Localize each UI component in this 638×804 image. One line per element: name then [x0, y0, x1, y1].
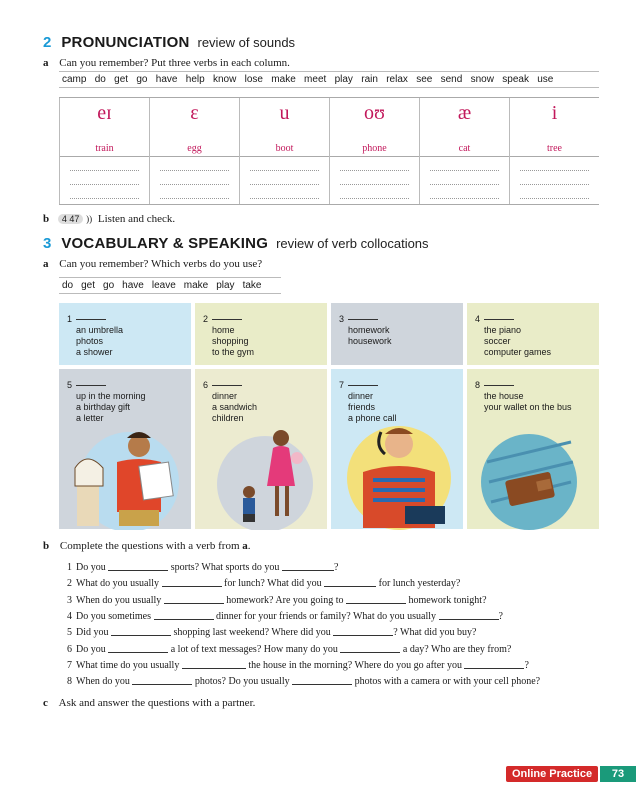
answer-blank[interactable]	[111, 627, 171, 636]
word-chip: make	[271, 74, 296, 85]
collocation-item: computer games	[484, 347, 552, 357]
word-chip: send	[440, 74, 463, 85]
exercise-letter: a	[43, 258, 49, 270]
sound-column-phone	[329, 98, 419, 204]
question-text: for lunch? What did you	[221, 578, 325, 590]
verb-chip: get	[81, 280, 96, 291]
card-number: 3	[339, 311, 455, 325]
section-number: 2	[43, 34, 52, 51]
question-text: Did you	[76, 627, 111, 639]
question-text: When do you	[76, 676, 133, 688]
collocation-card-3	[331, 303, 463, 365]
answer-blank[interactable]	[346, 595, 406, 604]
word-chip: lose	[244, 74, 263, 85]
question-number: 6	[67, 643, 72, 655]
exercise-instruction: Listen and check.	[97, 213, 176, 225]
exercise-instruction-start: Complete the questions with a verb from	[59, 540, 243, 552]
collocation-card-1	[59, 303, 191, 365]
question-text: Do you	[76, 562, 109, 573]
question-text: the house in the morning? Where do you go after you	[245, 659, 465, 671]
sound-word: tree	[547, 143, 562, 154]
card-number: 2	[203, 311, 319, 325]
section-number: 3	[43, 235, 52, 252]
verb-chip: go	[103, 280, 115, 291]
sound-column-cat	[419, 98, 509, 204]
question-number: 7	[67, 659, 72, 671]
collocation-item: your wallet on the bus	[484, 402, 572, 412]
answer-blank[interactable]	[484, 377, 514, 386]
word-chip: help	[185, 74, 205, 85]
card-number: 6	[203, 377, 319, 391]
audio-icon: ))	[86, 214, 93, 224]
question-text: for lunch yesterday?	[376, 578, 461, 590]
exercise-instruction: Can you remember? Put three verbs in each column.	[59, 57, 290, 69]
answer-blank[interactable]	[464, 660, 524, 669]
answer-line[interactable]	[520, 198, 589, 199]
answer-line[interactable]	[160, 198, 229, 199]
collocation-item: photos	[76, 336, 104, 346]
verb-box	[59, 277, 281, 294]
man-reading-letter-illustration	[75, 432, 179, 530]
question-number: 2	[67, 578, 72, 590]
sound-column-train	[59, 98, 149, 204]
answer-line[interactable]	[340, 170, 409, 171]
answer-blank[interactable]	[282, 562, 334, 571]
word-chip: rain	[361, 74, 378, 85]
question-number: 8	[67, 676, 72, 688]
question-7	[67, 660, 529, 671]
card-number: 7	[339, 377, 455, 391]
man-on-phone-illustration	[347, 426, 451, 530]
verb-chip: have	[122, 280, 144, 291]
answer-line[interactable]	[70, 198, 139, 199]
card-number: 8	[475, 377, 591, 391]
answer-blank[interactable]	[162, 578, 222, 587]
question-1	[67, 562, 338, 573]
question-text: dinner for your friends or family? What do you usually	[213, 610, 439, 622]
exercise-letter: c	[43, 697, 48, 709]
question-6	[67, 644, 511, 655]
collocation-item: dinner	[348, 391, 374, 401]
word-chip: get	[114, 74, 129, 85]
exercise-letter: a	[43, 57, 49, 69]
word-chip: snow	[470, 74, 494, 85]
answer-line[interactable]	[250, 198, 319, 199]
collocation-card-2	[195, 303, 327, 365]
answer-blank[interactable]	[324, 578, 376, 587]
word-chip: do	[94, 74, 106, 85]
answer-line[interactable]	[160, 184, 229, 185]
answer-blank[interactable]	[212, 377, 242, 386]
cat-icon: æ	[457, 102, 472, 124]
answer-blank[interactable]	[212, 311, 242, 320]
answer-blank[interactable]	[108, 562, 168, 571]
word-chip: relax	[386, 74, 408, 85]
answer-line[interactable]	[160, 170, 229, 171]
exercise-instruction-end: .	[247, 540, 251, 552]
sound-column-boot	[239, 98, 329, 204]
answer-line[interactable]	[70, 184, 139, 185]
word-chip: camp	[62, 74, 87, 85]
collocation-item: a shower	[76, 347, 113, 357]
answer-line[interactable]	[520, 184, 589, 185]
question-text: homework tonight?	[405, 594, 487, 606]
collocation-item: soccer	[484, 336, 511, 346]
verb-chip: take	[242, 280, 262, 291]
question-number: 4	[67, 610, 72, 622]
card-number: 4	[475, 311, 591, 325]
sound-word: egg	[187, 143, 202, 154]
answer-blank[interactable]	[132, 676, 192, 685]
sound-word: boot	[275, 143, 294, 154]
answer-line[interactable]	[520, 170, 589, 171]
word-chip: have	[155, 74, 178, 85]
answer-blank[interactable]	[76, 377, 106, 386]
answer-line[interactable]	[430, 170, 499, 171]
question-text: Do you sometimes	[76, 610, 154, 622]
card-number: 1	[67, 311, 183, 325]
section-2-heading	[43, 34, 295, 52]
collocation-item: the piano	[484, 325, 522, 335]
tree-icon: i	[551, 102, 558, 124]
question-text: ?	[498, 610, 503, 622]
question-text: ?	[524, 659, 529, 671]
collocation-item: a sandwich	[212, 402, 258, 412]
answer-blank[interactable]	[108, 644, 168, 653]
online-practice-button[interactable]: Online Practice	[506, 766, 598, 782]
word-chip: see	[416, 74, 433, 85]
collocation-card-4	[467, 303, 599, 365]
exercise-letter: b	[43, 540, 50, 552]
question-text: Do you	[76, 643, 109, 655]
collocation-item: friends	[348, 402, 376, 412]
exercise-3c	[43, 697, 255, 709]
illustrations	[59, 410, 599, 530]
question-2	[67, 578, 460, 589]
sound-word: phone	[362, 143, 387, 154]
question-text: shopping last weekend? Where did you	[171, 627, 334, 639]
answer-line[interactable]	[250, 170, 319, 171]
question-text: ? What did you buy?	[393, 627, 477, 639]
page-number: 73	[600, 766, 636, 782]
question-text: sports? What sports do you	[168, 562, 282, 573]
answer-blank[interactable]	[484, 311, 514, 320]
collocation-item: shopping	[212, 336, 249, 346]
answer-blank[interactable]	[164, 595, 224, 604]
answer-line[interactable]	[340, 198, 409, 199]
word-chip: go	[136, 74, 148, 85]
question-text: photos? Do you usually	[192, 676, 293, 688]
answer-line[interactable]	[430, 198, 499, 199]
exercise-instruction: Ask and answer the questions with a partner.	[58, 697, 256, 709]
audio-badge[interactable]: 4 47	[58, 214, 84, 224]
question-4	[67, 611, 503, 622]
verb-chip: make	[183, 280, 209, 291]
question-number: 3	[67, 594, 72, 606]
answer-blank[interactable]	[333, 627, 393, 636]
collocation-item: an umbrella	[76, 325, 124, 335]
collocation-item: children	[212, 413, 244, 423]
question-8	[67, 676, 540, 687]
question-text: ?	[333, 562, 339, 573]
exercise-instruction: Can you remember? Which verbs do you use?	[59, 258, 263, 270]
collocation-item: a phone call	[348, 413, 397, 423]
question-text: a day? Who are they from?	[400, 643, 512, 655]
question-3	[67, 595, 487, 606]
word-chip: use	[537, 74, 554, 85]
section-3-heading	[43, 235, 429, 253]
question-text: homework? Are you going to	[223, 594, 346, 606]
collocation-item: housework	[348, 336, 392, 346]
collocation-item: up in the morning	[76, 391, 146, 401]
question-text: a lot of text messages? How many do you	[168, 643, 341, 655]
collocation-item: a letter	[76, 413, 104, 423]
collocation-item: the house	[484, 391, 524, 401]
train-icon: eɪ	[97, 102, 112, 124]
exercise-letter: b	[43, 213, 50, 225]
collocation-item: home	[212, 325, 235, 335]
phone-icon: oʊ	[364, 102, 385, 124]
boot-icon: u	[279, 102, 290, 124]
pronunciation-table	[59, 97, 599, 205]
sound-column-egg	[149, 98, 239, 204]
word-chip: speak	[502, 74, 529, 85]
sound-word: train	[95, 143, 114, 154]
word-box	[59, 71, 599, 88]
collocation-item: homework	[348, 325, 390, 335]
word-chip: play	[334, 74, 353, 85]
answer-blank[interactable]	[182, 660, 246, 669]
section-subtitle: review of verb collocations	[276, 236, 429, 251]
collocation-item: a birthday gift	[76, 402, 131, 412]
answer-blank[interactable]	[76, 311, 106, 320]
answer-blank[interactable]	[292, 676, 352, 685]
verb-chip: do	[62, 280, 74, 291]
section-subtitle: review of sounds	[197, 35, 296, 50]
wallet-on-bus-seat-illustration	[481, 434, 577, 530]
mother-with-children-illustration	[217, 430, 313, 530]
sound-column-tree	[509, 98, 599, 204]
section-title: VOCABULARY & SPEAKING	[61, 235, 269, 252]
exercise-instruction-bold: a	[242, 540, 248, 552]
exercise-3a	[43, 258, 262, 270]
answer-line[interactable]	[70, 170, 139, 171]
exercise-2b	[43, 213, 175, 225]
answer-line[interactable]	[250, 184, 319, 185]
answer-blank[interactable]	[154, 611, 214, 620]
answer-line[interactable]	[340, 184, 409, 185]
question-number: 5	[67, 627, 72, 639]
question-text: photos with a camera or with your cell phone?	[352, 676, 541, 688]
answer-line[interactable]	[430, 184, 499, 185]
question-number: 1	[67, 562, 72, 573]
answer-blank[interactable]	[340, 644, 400, 653]
answer-blank[interactable]	[439, 611, 499, 620]
exercise-2a	[43, 57, 290, 69]
word-chip: know	[212, 74, 237, 85]
verb-chip: play	[216, 280, 235, 291]
egg-icon: ɛ	[190, 102, 199, 124]
sound-word: cat	[458, 143, 471, 154]
question-text: When do you usually	[76, 594, 164, 606]
section-title: PRONUNCIATION	[61, 34, 190, 51]
question-text: What time do you usually	[76, 659, 182, 671]
collocation-item: to the gym	[212, 347, 255, 357]
question-text: What do you usually	[76, 578, 162, 590]
question-5	[67, 627, 476, 638]
card-number: 5	[67, 377, 183, 391]
answer-blank[interactable]	[348, 311, 378, 320]
verb-chip: leave	[151, 280, 176, 291]
word-chip: meet	[304, 74, 327, 85]
exercise-3b	[43, 540, 251, 552]
collocation-item: dinner	[212, 391, 238, 401]
answer-blank[interactable]	[348, 377, 378, 386]
